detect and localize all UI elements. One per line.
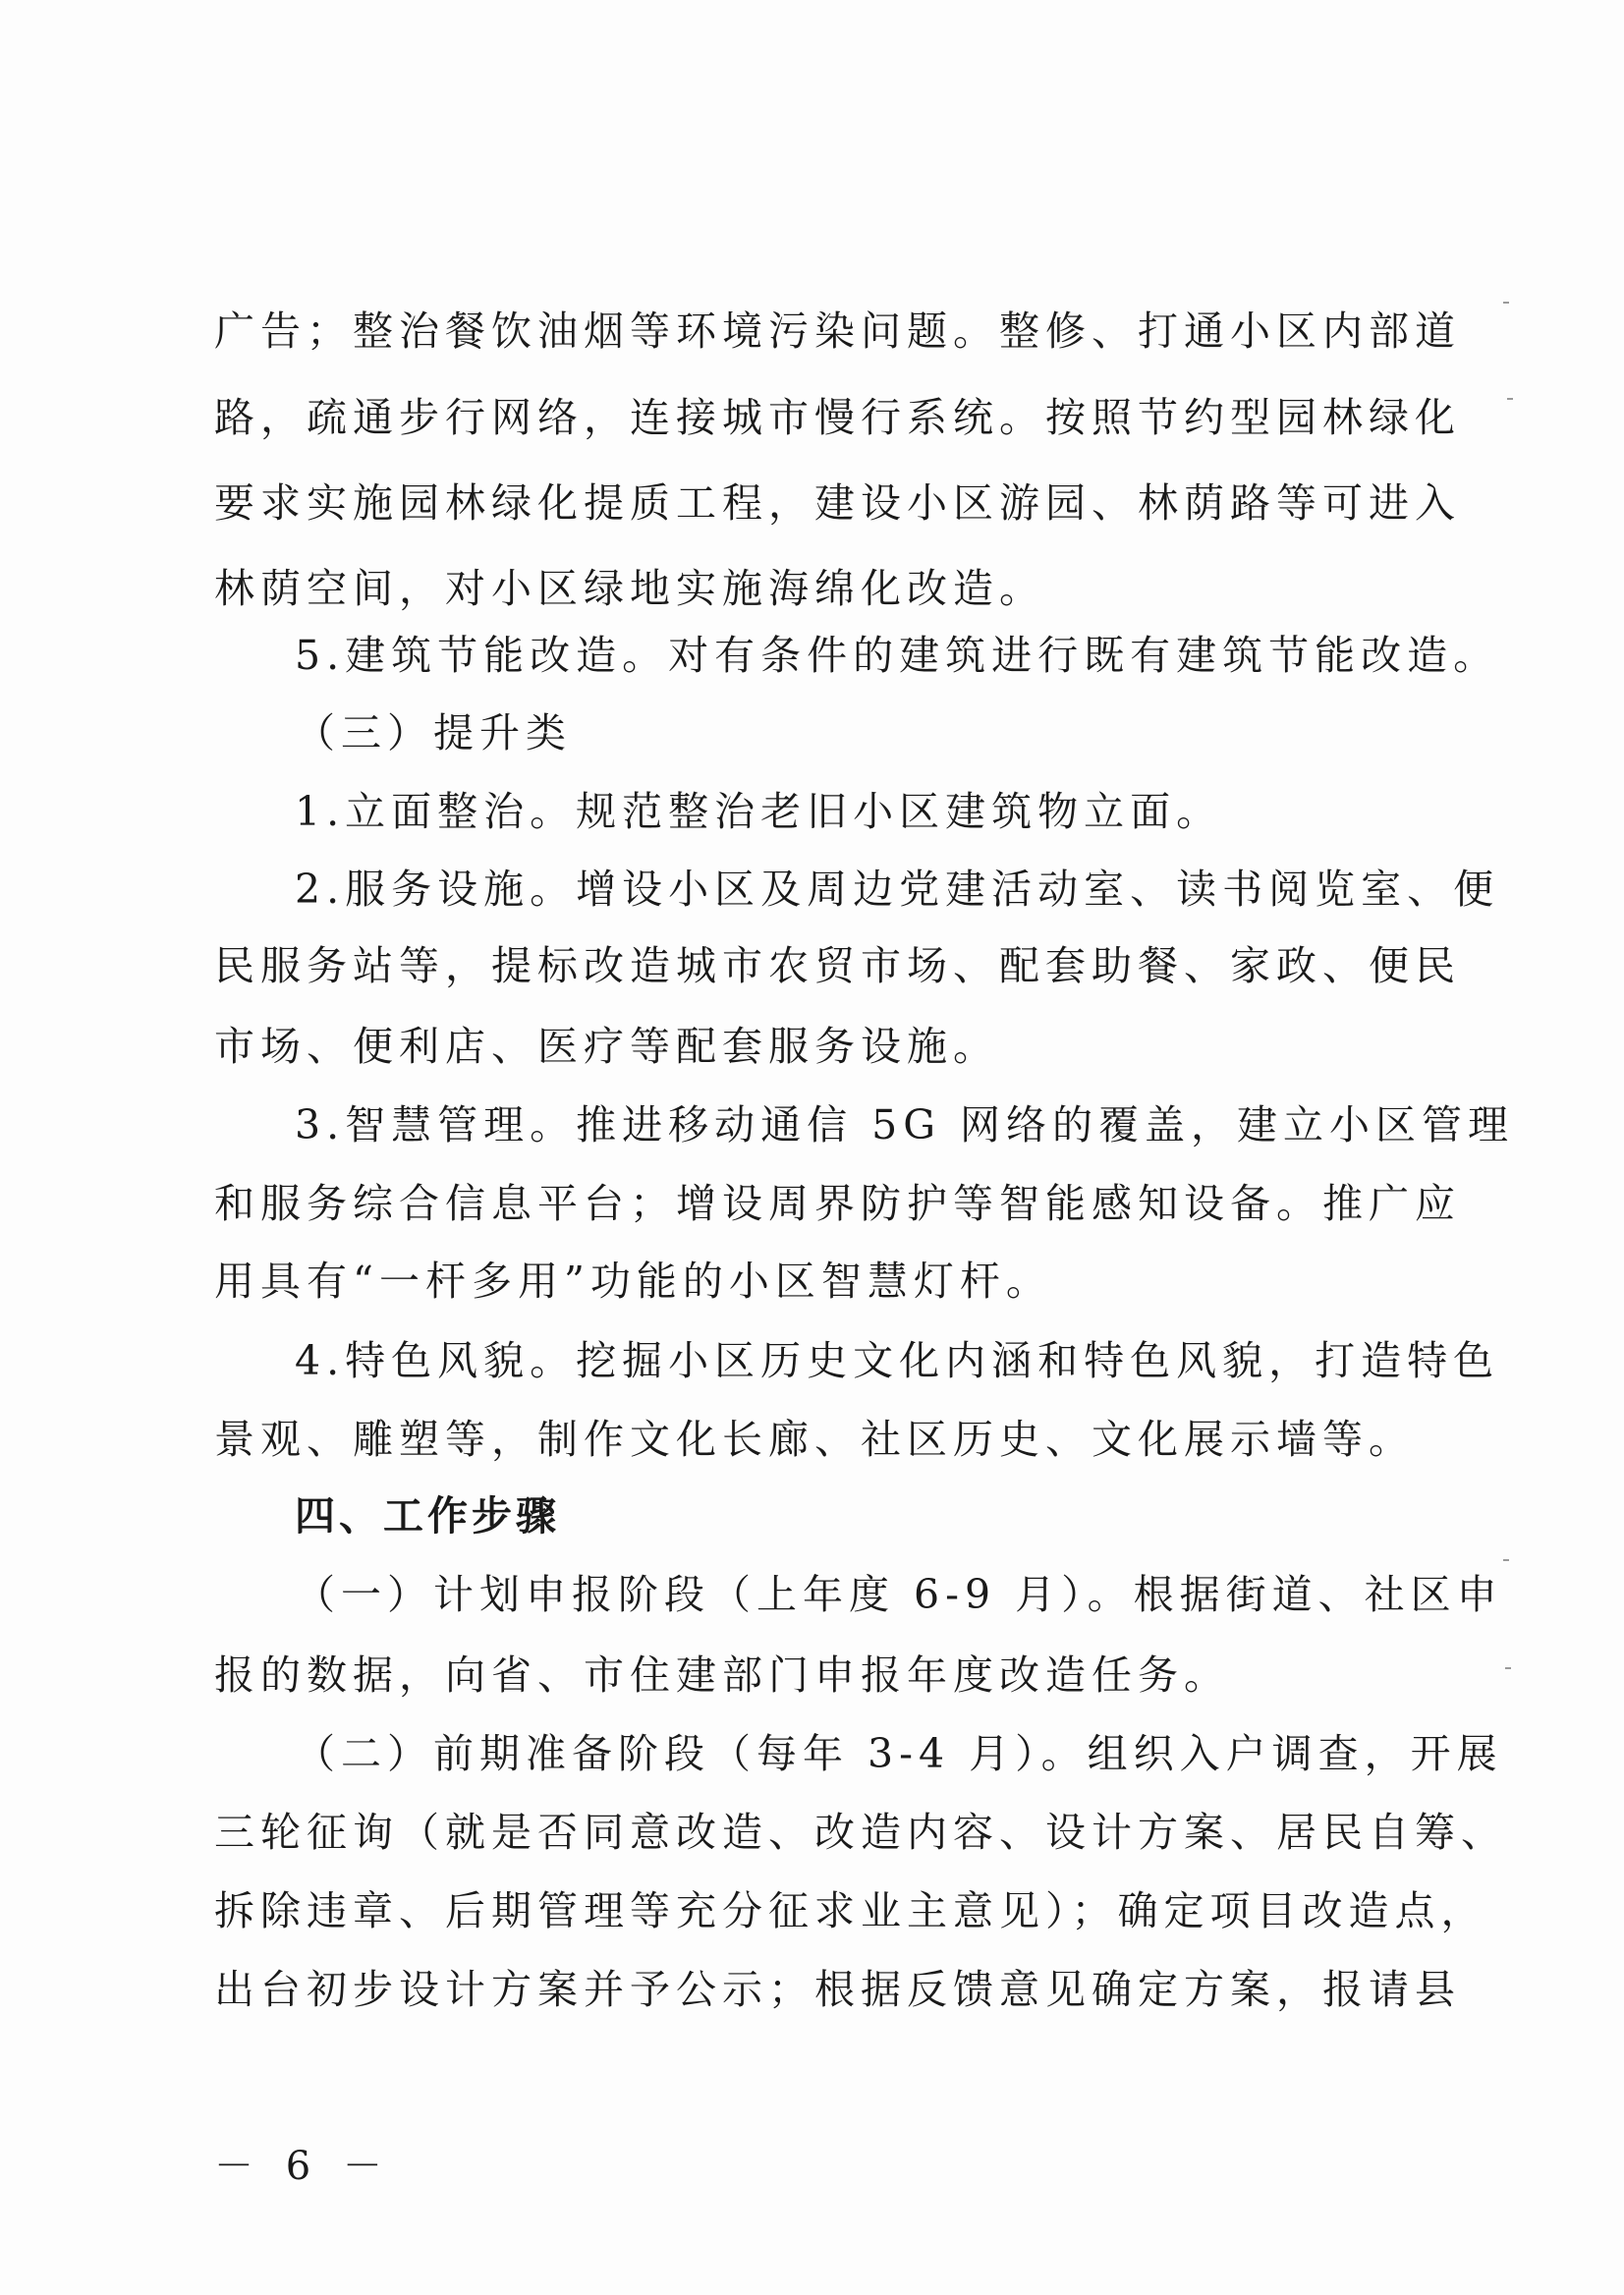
- text-line-10: 市场、便利店、医疗等配套服务设施。: [214, 1023, 999, 1070]
- text-line-11: 3.智慧管理。推进移动通信 5G 网络的覆盖，建立小区管理: [295, 1101, 1515, 1148]
- text-line-22: 出台初步设计方案并予公示；根据反馈意见确定方案，报请县: [214, 1966, 1461, 2013]
- scan-mark: [1503, 302, 1509, 304]
- text-line-12: 和服务综合信息平台；增设周界防护等智能感知设备。推广应: [214, 1180, 1461, 1227]
- page-number: － 6 －: [214, 2144, 392, 2189]
- text-line-7: 1.立面整治。规范整治老旧小区建筑物立面。: [295, 788, 1223, 835]
- text-line-3: 要求实施园林绿化提质工程，建设小区游园、林荫路等可进入: [214, 479, 1461, 527]
- text-line-4: 林荫空间，对小区绿地实施海绵化改造。: [214, 565, 1045, 612]
- scan-mark: [1505, 1667, 1511, 1669]
- text-line-19: （二）前期准备阶段（每年 3-4 月）。组织入户调查，开展: [295, 1730, 1503, 1777]
- text-line-14: 4.特色风貌。挖掘小区历史文化内涵和特色风貌，打造特色: [295, 1337, 1500, 1384]
- text-line-15: 景观、雕塑等，制作文化长廊、社区历史、文化展示墙等。: [214, 1416, 1415, 1463]
- text-line-21: 拆除违章、后期管理等充分征求业主意见）；确定项目改造点，: [214, 1887, 1487, 1934]
- text-line-20: 三轮征询（就是否同意改造、改造内容、设计方案、居民自筹、: [214, 1809, 1507, 1856]
- text-line-17: （一）计划申报阶段（上年度 6-9 月）。根据街道、社区申: [295, 1571, 1503, 1618]
- text-line-13: 用具有“一杆多用”功能的小区智慧灯杆。: [214, 1258, 1052, 1305]
- text-line-5: 5.建筑节能改造。对有条件的建筑进行既有建筑节能改造。: [295, 632, 1500, 679]
- text-line-18: 报的数据，向省、市住建部门申报年度改造任务。: [214, 1651, 1230, 1699]
- text-line-8: 2.服务设施。增设小区及周边党建活动室、读书阅览室、便: [295, 866, 1500, 913]
- section-heading-4: 四、工作步骤: [295, 1492, 560, 1539]
- text-line-1: 广告；整治餐饮油烟等环境污染问题。整修、打通小区内部道: [214, 308, 1461, 355]
- section-heading-3: （三）提升类: [295, 709, 572, 756]
- scan-mark: [1507, 398, 1513, 400]
- scan-mark: [1503, 1559, 1509, 1561]
- text-line-2: 路，疏通步行网络，连接城市慢行系统。按照节约型园林绿化: [214, 394, 1461, 441]
- text-line-9: 民服务站等，提标改造城市农贸市场、配套助餐、家政、便民: [214, 942, 1461, 989]
